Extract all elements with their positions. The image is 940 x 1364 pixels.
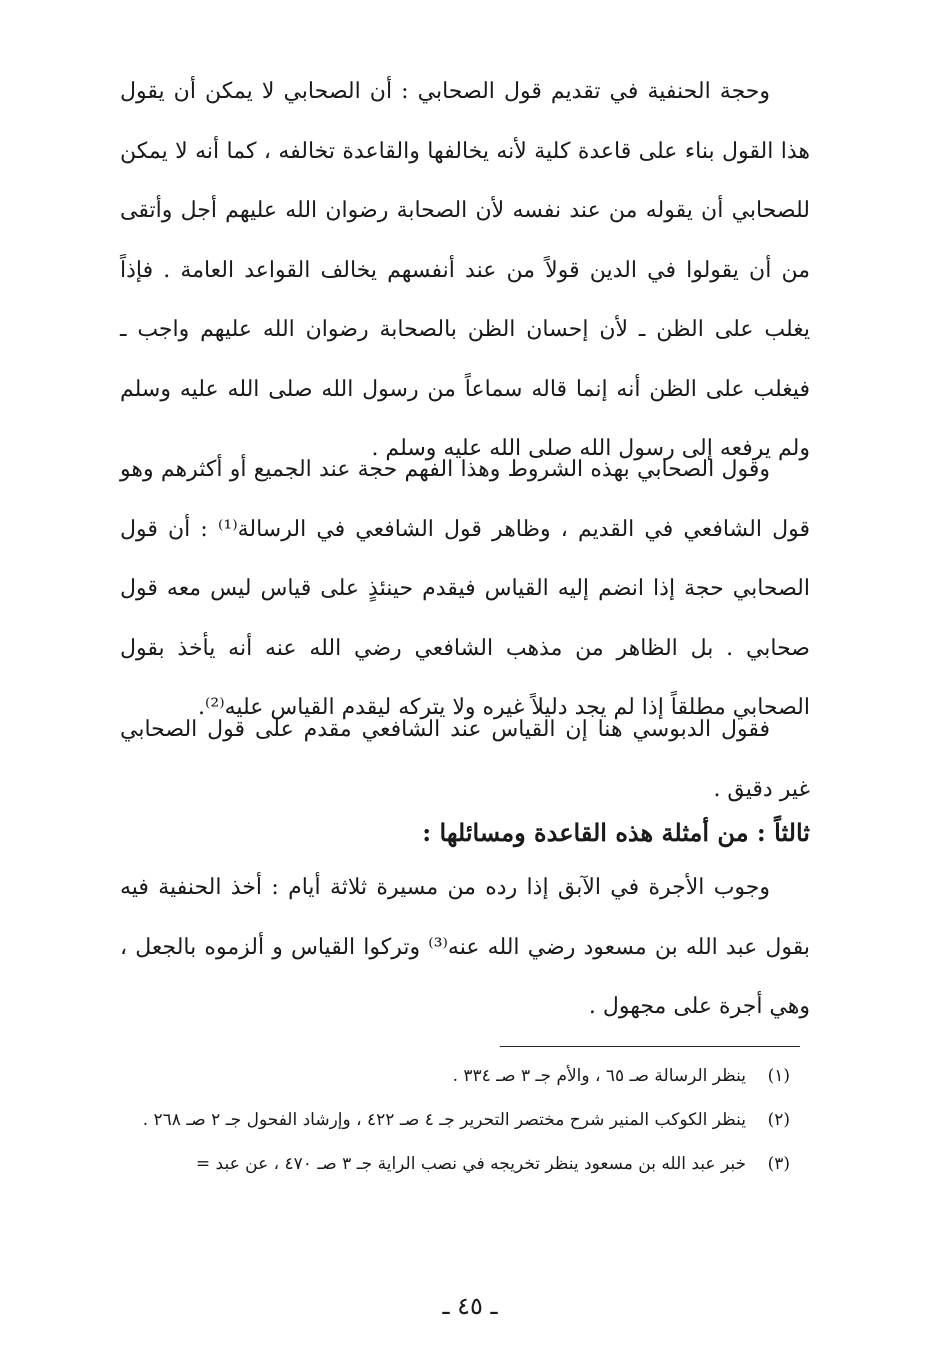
paragraph-hanafi-argument (120, 62, 810, 479)
footnote-separator (500, 1046, 800, 1047)
paragraph-text: وحجة الحنفية في تقديم قول الصحابي : أن الصحابي لا يمكن أن يقول هذا القول بناء على قاعدة كلية لأنه يخالفها والقاعدة تخالفه ، كما أنه لا يمكن للصحابي أن يقوله من عند نفسه لأن الصحابة رضوان الله عليهم أجل وأتقى من أن يقولوا في الدين قولاً من عند أنفسهم يخالف القواعد العامة . فإذاً يغلب على الظن ـ لأن إحسان الظن بالصحابة رضوان الله عليهم واجب ـ فيغلب على الظن أنه إنما قاله سماعاً من رسول الله صلى الله عليه وسلم ولم يرفعه إلى رسول الله صلى الله عليه وسلم . (120, 79, 810, 461)
footnote-1 (110, 1064, 790, 1088)
paragraph-text: فقول الدبوسي هنا إن القياس عند الشافعي مقدم على قول الصحابي غير دقيق . (120, 717, 810, 802)
footnote-3 (110, 1152, 790, 1176)
footnote-text: ينظر الكوكب المنير شرح مختصر التحرير جـ ٤ صـ ٤٢٢ ، وإرشاد الفحول جـ ٢ صـ ٢٦٨ . (142, 1110, 746, 1130)
page-number: ـ ٤٥ ـ (442, 1292, 498, 1320)
footnote-2 (110, 1108, 790, 1132)
paragraph-runaway-slave-example (120, 858, 810, 1037)
footnotes (110, 1064, 790, 1196)
paragraph-text: وقول الصحابي بهذه الشروط وهذا الفهم حجة عند الجميع أو أكثرهم وهو قول الشافعي في القديم ، وظاهر قول الشافعي في الرسالة⁽¹⁾ : أن قول الصحابي حجة إذا انضم إليه القياس فيقدم حينئذٍ على قياس ليس معه قول صحابي . بل الظاهر من مذهب الشافعي رضي الله عنه أنه يأخذ بقول الصحابي مطلقاً إذا لم يجد دليلاً غيره ولا يتركه ليقدم القياس عليه⁽²⁾. (120, 457, 810, 720)
footnote-number: (٢) (767, 1110, 790, 1130)
footnote-text: ينظر الرسالة صـ ٦٥ ، والأم جـ ٣ صـ ٣٣٤ . (452, 1066, 746, 1086)
section-heading: ثالثاً : من أمثلة هذه القاعدة ومسائلها : (422, 818, 810, 847)
paragraph-text: وجوب الأجرة في الآبق إذا رده من مسيرة ثلاثة أيام : أخذ الحنفية فيه بقول عبد الله بن مسعود رضي الله عنه⁽³⁾ وتركوا القياس و ألزموه بالجعل ، وهي أجرة على مجهول . (120, 875, 810, 1019)
footnote-number: (٣) (767, 1154, 790, 1174)
paragraph-dabusi-critique (120, 700, 810, 819)
footnote-number: (١) (767, 1066, 790, 1086)
paragraph-shafii-view (120, 440, 810, 738)
footnote-text: خبر عبد الله بن مسعود ينظر تخريجه في نصب الراية جـ ٣ صـ ٤٧٠ ، عن عبد = (195, 1154, 746, 1174)
